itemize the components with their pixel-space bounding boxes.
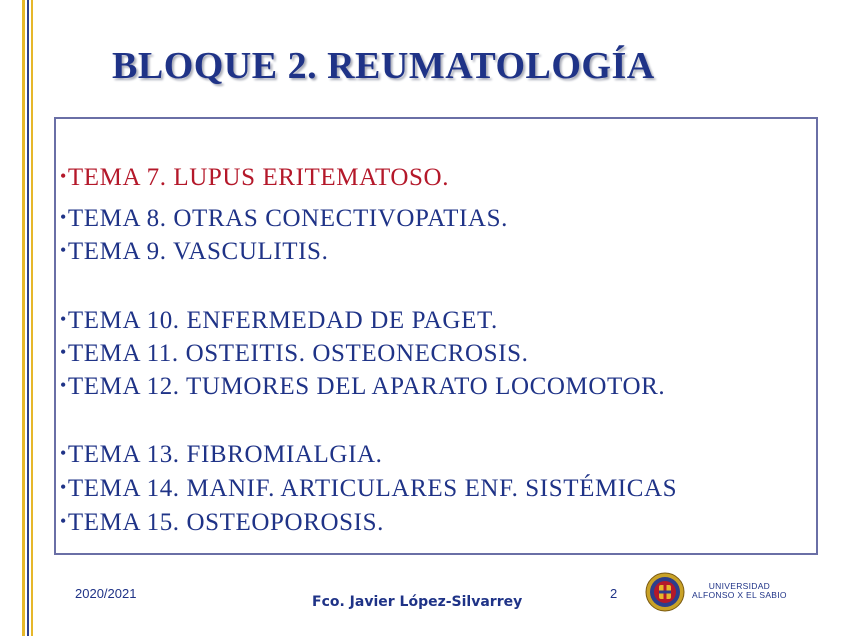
topic-item-9 xyxy=(60,238,328,266)
topic-text: TEMA 9. VASCULITIS. xyxy=(67,238,329,265)
topic-text: TEMA 15. OSTEOPOROSIS. xyxy=(67,509,384,536)
university-seal-icon xyxy=(645,572,685,612)
university-name-line2: ALFONSO X EL SABIO xyxy=(692,590,787,600)
topic-item-7 xyxy=(60,164,449,192)
topic-text: TEMA 8. OTRAS CONECTIVOPATIAS. xyxy=(67,205,508,232)
footer-year: 2020/2021 xyxy=(75,586,137,601)
topic-text: TEMA 13. FIBROMIALGIA. xyxy=(67,441,383,468)
bullet: • xyxy=(60,166,67,186)
left-rail-gold xyxy=(22,0,25,636)
topic-item-14 xyxy=(60,475,677,503)
topic-text: TEMA 11. OSTEITIS. OSTEONECROSIS. xyxy=(67,340,529,367)
left-rail-blue xyxy=(27,0,29,636)
topic-item-10 xyxy=(60,307,498,335)
bullet: • xyxy=(60,207,67,227)
topic-text: TEMA 14. MANIF. ARTICULARES ENF. SISTÉMICAS xyxy=(67,475,678,502)
topic-item-11 xyxy=(60,340,528,368)
bullet: • xyxy=(60,240,67,260)
topic-item-12 xyxy=(60,373,665,401)
bullet: • xyxy=(60,375,67,395)
topic-text: TEMA 10. ENFERMEDAD DE PAGET. xyxy=(67,307,498,334)
university-name-line1: UNIVERSIDAD xyxy=(708,581,771,591)
slide-title: BLOQUE 2. REUMATOLOGÍA xyxy=(112,45,655,87)
university-name xyxy=(692,582,787,600)
topic-text: TEMA 7. LUPUS ERITEMATOSO. xyxy=(67,164,450,191)
topic-item-8 xyxy=(60,205,508,233)
page-number: 2 xyxy=(610,586,618,601)
bullet: • xyxy=(60,443,67,463)
topic-item-15 xyxy=(60,509,384,537)
bullet: • xyxy=(60,477,67,497)
topic-item-13 xyxy=(60,441,383,469)
topics-box xyxy=(54,117,818,555)
topic-text: TEMA 12. TUMORES DEL APARATO LOCOMOTOR. xyxy=(67,373,666,400)
left-rail-gold-inner xyxy=(31,0,33,636)
bullet: • xyxy=(60,342,67,362)
footer-author: Fco. Javier López-Silvarrey xyxy=(312,594,523,610)
bullet: • xyxy=(60,309,67,329)
bullet: • xyxy=(60,511,67,531)
